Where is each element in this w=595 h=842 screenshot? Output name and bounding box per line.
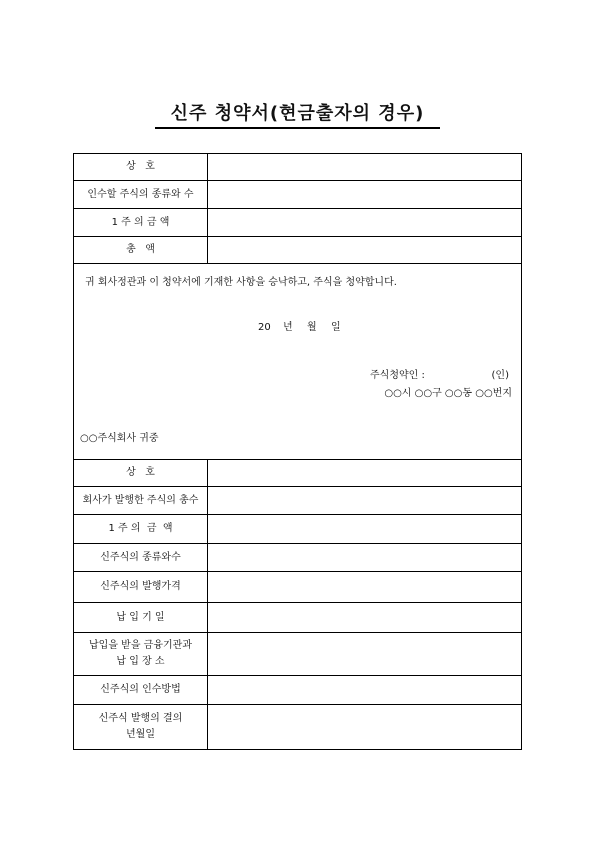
- issuer-company-name-value: [208, 460, 521, 486]
- subscription-method-value: [208, 676, 521, 704]
- new-share-type-count-label: 신주식의 종류와수: [74, 544, 208, 571]
- row-company-name: [74, 154, 521, 181]
- issuer-par-value-value: [208, 515, 521, 543]
- row-issuer-par-value: [74, 515, 521, 544]
- subscriber-label: 주식청약인 :: [370, 370, 425, 381]
- issuer-par-value-label: 1 주 의 금 액: [74, 515, 208, 543]
- par-value-value: [208, 209, 521, 236]
- total-shares-issued-label: 회사가 발행한 주식의 총수: [74, 487, 208, 514]
- row-payment-date: [74, 603, 521, 633]
- date-month-unit: 월: [307, 322, 317, 333]
- par-value-label: 1 주 의 금 액: [74, 209, 208, 236]
- subscription-form-table: [73, 153, 522, 750]
- row-par-value: [74, 209, 521, 237]
- document-title: 신주 청약서(현금출자의 경우): [155, 103, 440, 129]
- payment-date-label: 납 입 기 일: [74, 603, 208, 632]
- row-total-shares-issued: [74, 487, 521, 515]
- row-shares-to-subscribe: [74, 181, 521, 209]
- new-share-issue-price-label: 신주식의 발행가격: [74, 572, 208, 602]
- total-shares-issued-value: [208, 487, 521, 514]
- row-resolution-date: [74, 705, 521, 749]
- date-day-unit: 일: [331, 322, 341, 333]
- seal-mark: (인): [491, 370, 509, 381]
- shares-to-subscribe-label: 인수할 주식의 종류와 수: [74, 181, 208, 208]
- new-share-issue-price-value: [208, 572, 521, 602]
- row-new-share-type-count: [74, 544, 521, 572]
- issuer-company-name-label: 상 호: [74, 460, 208, 486]
- payment-institution-label-line-2: 납 입 장 소: [116, 656, 165, 667]
- row-issuer-company-name: [74, 460, 521, 487]
- row-new-share-issue-price: [74, 572, 521, 603]
- subscription-method-label: 신주식의 인수방법: [74, 676, 208, 704]
- payment-institution-place-label: [74, 633, 208, 675]
- shares-to-subscribe-value: [208, 181, 521, 208]
- company-name-value: [208, 154, 521, 180]
- resolution-date-value: [208, 705, 521, 749]
- addressee: ○○주식회사 귀중: [80, 433, 159, 444]
- subscriber-address: ○○시 ○○구 ○○동 ○○번지: [384, 388, 512, 399]
- resolution-date-label-line-1: 신주식 발행의 결의: [98, 713, 183, 724]
- subscription-statement-box: [74, 264, 521, 460]
- row-payment-institution-place: [74, 633, 521, 676]
- row-total-amount: [74, 237, 521, 264]
- resolution-date-label: [74, 705, 208, 749]
- new-share-type-count-value: [208, 544, 521, 571]
- row-subscription-method: [74, 676, 521, 705]
- total-amount-label: 총 액: [74, 237, 208, 263]
- company-name-label: 상 호: [74, 154, 208, 180]
- payment-institution-place-value: [208, 633, 521, 675]
- payment-date-value: [208, 603, 521, 632]
- payment-institution-label-line-1: 납입을 받을 금융기관과: [89, 640, 192, 651]
- resolution-date-label-line-2: 년월일: [126, 729, 155, 740]
- date-year-unit: 년: [283, 322, 293, 333]
- subscription-statement-text: 귀 회사정관과 이 청약서에 기재한 사항을 승낙하고, 주식을 청약합니다.: [85, 277, 397, 288]
- date-year-prefix: 20: [258, 322, 271, 333]
- total-amount-value: [208, 237, 521, 263]
